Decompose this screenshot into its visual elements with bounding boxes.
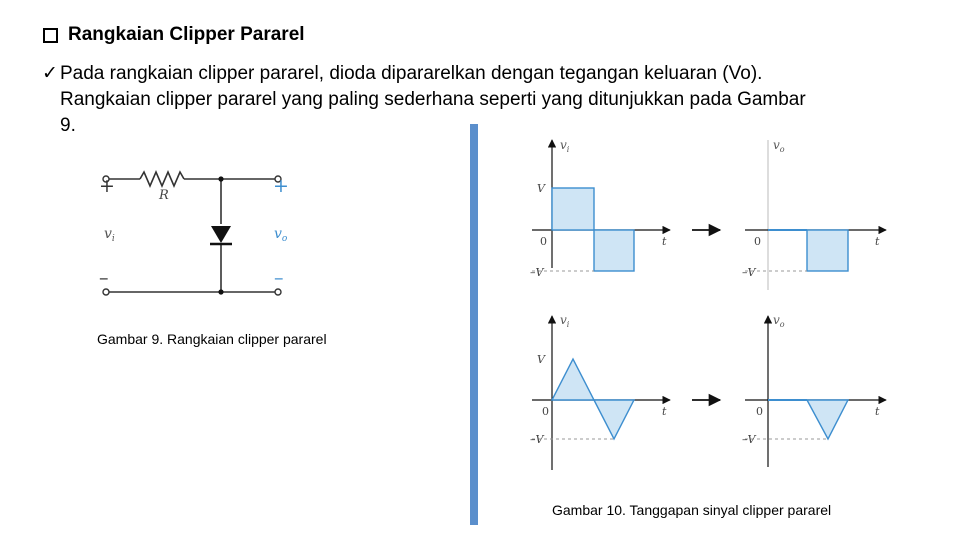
svg-text:t: t: [875, 235, 880, 248]
svg-text:vi: $v_i$: [560, 313, 570, 329]
paragraph: [42, 61, 942, 139]
terminal-bottom-left: [103, 289, 109, 295]
junction-dot-top: [218, 176, 223, 181]
output-voltage-label: $v_o$: [274, 226, 288, 244]
square-bullet-icon: [42, 27, 59, 44]
paragraph-line-3: 9.: [60, 115, 76, 136]
heading: [42, 24, 305, 46]
svg-text:–V: –V: [742, 433, 756, 446]
figure10-caption: Gambar 10. Tanggapan sinyal clipper pararel: [552, 502, 832, 518]
vo-triangle-wave-plot: [742, 313, 886, 467]
resistor-label: R: [159, 188, 169, 203]
svg-text:V: V: [537, 182, 545, 195]
terminal-bottom-right: [275, 289, 281, 295]
paragraph-line-1: Pada rangkaian clipper pararel, dioda dipararelkan dengan tegangan keluaran (Vo).: [60, 63, 763, 84]
svg-text:0: 0: [754, 235, 761, 248]
svg-text:–V: –V: [742, 266, 756, 279]
svg-text:0: 0: [542, 405, 549, 418]
heading-title: Rangkaian Clipper Pararel: [68, 24, 305, 45]
junction-dot-bottom: [218, 289, 223, 294]
plus-left: +: [99, 175, 115, 197]
svg-text:vi: $v_i$: [560, 138, 570, 154]
vi-triangle-wave-plot: [530, 313, 670, 470]
input-voltage-label: $v_i$: [104, 226, 115, 244]
svg-text:–V: –V: [530, 266, 544, 279]
plus-right: +: [273, 175, 289, 197]
svg-text:vo: $v_o$: [773, 138, 785, 154]
svg-text:t: t: [662, 235, 667, 248]
figure9-caption: Gambar 9. Rangkaian clipper pararel: [97, 331, 327, 347]
diode-symbol: [211, 226, 231, 243]
paragraph-line-2: Rangkaian clipper pararel yang paling sederhana seperti yang ditunjukkan pada Gambar: [60, 89, 806, 110]
clipper-circuit-diagram: [90, 160, 310, 310]
resistor-symbol: [140, 172, 184, 186]
svg-text:–V: –V: [530, 433, 544, 446]
vo-square-wave-plot: [742, 138, 886, 290]
svg-text:t: t: [875, 405, 880, 418]
vertical-divider: [470, 124, 478, 525]
svg-text:0: 0: [540, 235, 547, 248]
minus-left: –: [99, 267, 109, 289]
svg-text:t: t: [662, 405, 667, 418]
svg-text:0: 0: [756, 405, 763, 418]
svg-text:V: V: [537, 353, 545, 366]
vi-square-wave-plot: [530, 138, 670, 279]
waveform-diagram: [520, 130, 900, 475]
svg-text:vo: $v_o$: [773, 313, 785, 329]
check-bullet-icon: ✓: [42, 63, 58, 84]
minus-right: –: [274, 267, 284, 289]
